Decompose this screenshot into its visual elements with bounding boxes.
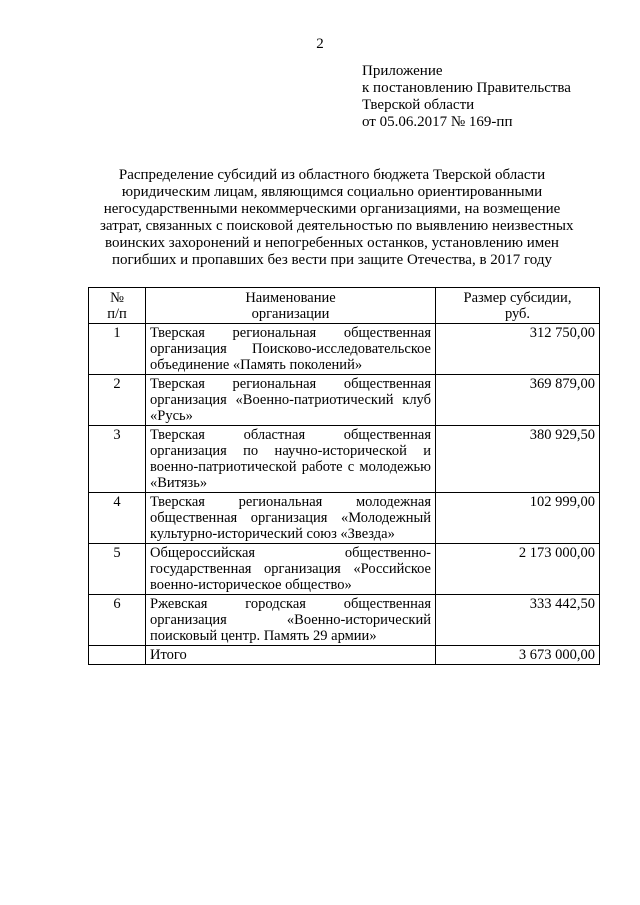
appendix-line-3: Тверской области	[362, 97, 475, 113]
row-number: 4	[89, 493, 146, 544]
row-number: 2	[89, 375, 146, 426]
row-amount: 312 750,00	[436, 324, 600, 375]
row-number: 5	[89, 544, 146, 595]
table-row	[89, 324, 600, 375]
title-line: негосударственными некоммерческими организациями, на возмещение	[103, 201, 561, 217]
row-amount: 380 929,50	[436, 426, 600, 493]
row-amount: 369 879,00	[436, 375, 600, 426]
page-number: 2	[316, 36, 324, 52]
title-line: юридическим лицам, являющимся социально ориентированными	[121, 184, 543, 200]
row-organization: Тверская региональная общественная организация «Военно-патриотический клуб «Русь»	[146, 375, 436, 426]
title-line: погибших и пропавших без вести при защите Отечества, в 2017 году	[111, 252, 553, 268]
row-organization: Тверская региональная молодежная общественная организация «Молодежный культурно-исторический союз «Звезда»	[146, 493, 436, 544]
row-organization: Общероссийская общественно-государственная организация «Российское военно-историческое общество»	[146, 544, 436, 595]
table-row	[89, 493, 600, 544]
row-number: 1	[89, 324, 146, 375]
header-amount-line1: Размер субсидии,	[463, 290, 572, 306]
total-empty-cell	[89, 646, 146, 665]
row-organization: Тверская региональная общественная организация Поисково-исследовательское объединение «Память поколений»	[146, 324, 436, 375]
table-row	[89, 375, 600, 426]
title-line: воинских захоронений и непогребенных останков, установлению имен	[105, 235, 559, 251]
subsidies-table	[88, 287, 600, 665]
appendix-line-1: Приложение	[362, 63, 443, 79]
row-amount: 2 173 000,00	[436, 544, 600, 595]
document-title	[100, 167, 574, 269]
row-organization: Ржевская городская общественная организация «Военно-исторический поисковый центр. Память 29 армии»	[146, 595, 436, 646]
total-amount: 3 673 000,00	[436, 646, 600, 665]
header-name-line1: Наименование	[245, 290, 336, 306]
table-header-row	[89, 288, 600, 324]
table-row	[89, 426, 600, 493]
header-amount	[436, 288, 600, 324]
header-number-line1: №	[110, 290, 124, 306]
row-number: 6	[89, 595, 146, 646]
table-total-row	[89, 646, 600, 665]
title-line: Распределение субсидий из областного бюджета Тверской области	[118, 167, 546, 183]
header-amount-line2: руб.	[504, 306, 531, 322]
row-number: 3	[89, 426, 146, 493]
title-line: затрат, связанных с поисковой деятельностью по выявлению неизвестных	[100, 218, 574, 234]
total-label: Итого	[146, 646, 436, 665]
row-organization: Тверская областная общественная организация по научно-исторической и военно-патриотической работе с молодежью «Витязь»	[146, 426, 436, 493]
header-name-line2: организации	[251, 306, 330, 322]
table-row	[89, 595, 600, 646]
row-amount: 333 442,50	[436, 595, 600, 646]
appendix-block	[362, 63, 571, 131]
header-name	[146, 288, 436, 324]
header-number-line2: п/п	[107, 306, 127, 322]
header-number	[89, 288, 146, 324]
appendix-line-2: к постановлению Правительства	[362, 80, 571, 96]
row-amount: 102 999,00	[436, 493, 600, 544]
appendix-line-4: от 05.06.2017 № 169-пп	[362, 114, 513, 130]
table-row	[89, 544, 600, 595]
